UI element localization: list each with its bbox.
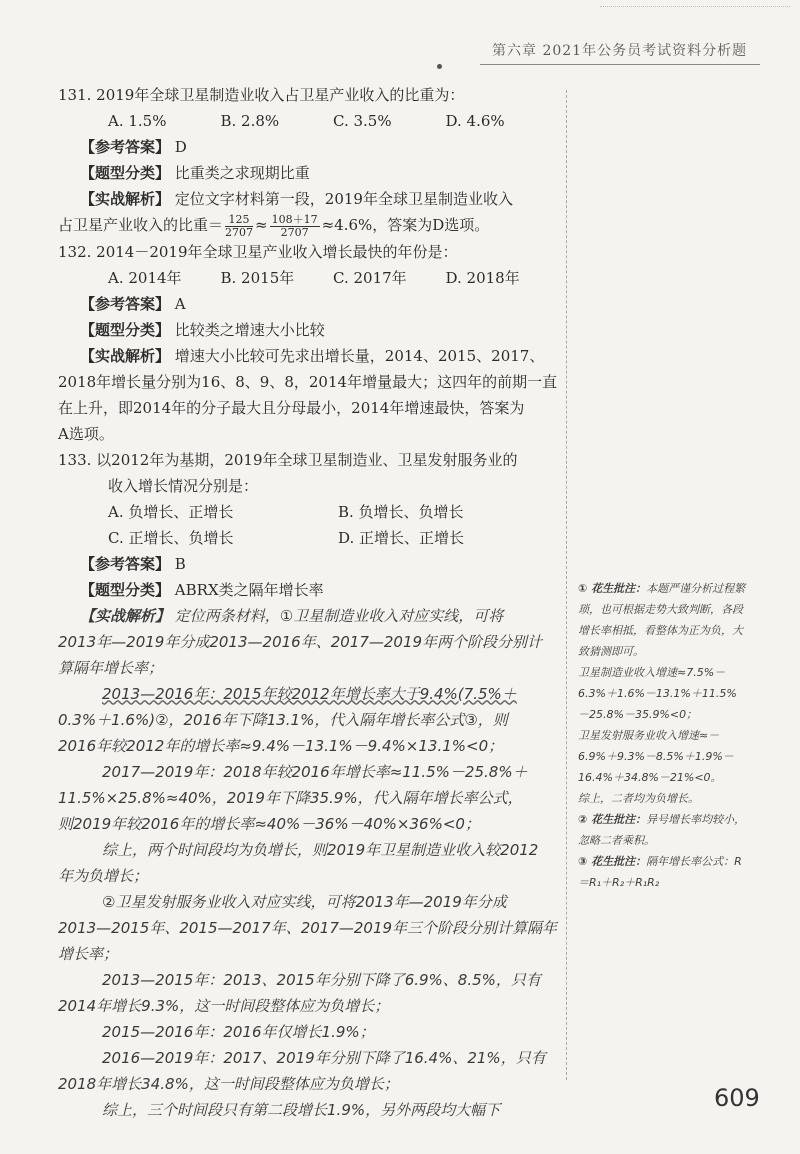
- type-label: 【题型分类】: [80, 580, 171, 599]
- analysis-text: 2018年增长量分别为16、8、9、8，2014年增量最大；这四年的前期一直: [58, 372, 558, 391]
- question-132-options: [58, 265, 558, 291]
- page-number: 609: [714, 1084, 760, 1112]
- analysis-text: 综上，两个时间段均为负增长，则2019年卫星制造业收入较2012: [102, 840, 539, 859]
- analysis-text: 0.3%＋1.6%)②，2016年下降13.1%，代入隔年增长率公式③，则: [58, 710, 508, 729]
- analysis-text: 2016—2019年：2017、2019年分别下降了16.4%、21%，只有: [102, 1048, 546, 1067]
- analysis-line: [58, 186, 558, 212]
- fraction-denominator: 2707: [280, 225, 309, 239]
- question-131-title: 131. 2019年全球卫星制造业收入占卫星产业收入的比重为：: [58, 86, 465, 104]
- analysis-text: 2014年增长9.3%，这一时间段整体应为负增长；: [58, 996, 390, 1015]
- analysis-text: 2013—2015年：2013、2015年分别下降了6.9%、8.5%，只有: [102, 970, 541, 989]
- running-header: 第六章 2021年公务员考试资料分析题: [492, 43, 748, 59]
- analysis-line: [58, 343, 558, 369]
- analysis-text: 2017—2019年：2018年较2016年增长率≈11.5%－25.8%＋: [102, 762, 528, 781]
- analysis-text: 2015—2016年：2016年仅增长1.9%；: [102, 1022, 375, 1041]
- option-d: D. 正增长、正增长: [338, 528, 465, 547]
- analysis-text: 定位两条材料，①卫星制造业收入对应实线，可将: [174, 606, 504, 625]
- fraction-numerator: 125: [225, 214, 253, 227]
- question-132-title: 132. 2014－2019年全球卫星产业收入增长最快的年份是：: [58, 242, 458, 261]
- answer-line: [58, 134, 558, 160]
- analysis-text: 2013年—2019年分成2013—2016年、2017—2019年两个阶段分别计: [58, 632, 543, 651]
- analysis-text: A选项。: [58, 424, 114, 443]
- fraction-denominator: 2707: [225, 225, 254, 239]
- analysis-text: 则2019年较2016年的增长率≈40%－36%－40%×36%<0；: [58, 814, 480, 833]
- margin-note-1: [578, 578, 746, 662]
- margin-note-1-formula-a: 卫星制造业收入增速≈7.5%－6.3%＋1.6%－13.1%＋11.5%－25.8%－35.9%<0；: [578, 666, 737, 721]
- formula-tail: ≈4.6%，答案为D选项。: [321, 216, 490, 234]
- note-label: ① 花生批注：: [578, 582, 647, 595]
- type-value: ABRX类之隔年增长率: [174, 580, 324, 599]
- main-column: [58, 82, 558, 1123]
- answer-line: [58, 291, 558, 317]
- analysis-label: 【实战解析】: [80, 190, 171, 208]
- option-d: D. 2018年: [445, 268, 520, 287]
- question-133-title-cont: 收入增长情况分别是：: [108, 476, 259, 495]
- option-d: D. 4.6%: [445, 112, 505, 130]
- header-bullet: [437, 64, 442, 69]
- analysis-text: 2016年较2012年的增长率≈9.4%－13.1%－9.4%×13.1%<0；: [58, 736, 504, 755]
- analysis-text: 在上升，即2014年的分子最大且分母最小，2014年增速最快，答案为: [58, 398, 525, 417]
- margin-note-1-formula-b: 卫星发射服务业收入增速≈－6.9%＋9.3%－8.5%＋1.9%－16.4%＋34.8%－21%<0。: [578, 729, 734, 784]
- type-line: [58, 317, 558, 343]
- option-b: B. 负增长、负增长: [338, 502, 464, 521]
- fraction-1: [225, 214, 253, 239]
- note-label: ② 花生批注：: [578, 813, 647, 826]
- margin-notes: [578, 578, 746, 893]
- analysis-text: 增长率；: [58, 944, 119, 963]
- option-b: B. 2.8%: [220, 112, 280, 130]
- header-rule: [480, 64, 760, 65]
- type-line: [58, 160, 558, 186]
- type-line: [58, 577, 558, 603]
- fraction-numerator: 108＋17: [271, 212, 318, 226]
- formula-lead: 占卫星产业收入的比重＝: [58, 216, 224, 234]
- analysis-text: 11.5%×25.8%≈40%，2019年下降35.9%，代入隔年增长率公式，: [58, 788, 523, 807]
- margin-note-2: [578, 809, 746, 851]
- analysis-formula: [58, 212, 558, 239]
- question-133-options: [58, 499, 558, 551]
- approx-sign: ≈: [255, 216, 268, 234]
- analysis-label: 【实战解析】: [80, 346, 171, 365]
- note-text: 隔年增长率公式：R＝R₁＋R₂＋R₁R₂: [578, 855, 742, 889]
- scan-edge-marks: [600, 6, 790, 13]
- option-a: A. 负增长、正增长: [108, 502, 234, 521]
- answer-label: 【参考答案】: [80, 138, 171, 156]
- analysis-text: 增速大小比较可先求出增长量，2014、2015、2017、: [174, 346, 545, 365]
- note-label: ③ 花生批注：: [578, 855, 647, 868]
- option-a: A. 1.5%: [108, 112, 167, 130]
- analysis-text: [58, 681, 558, 707]
- option-c: C. 2017年: [333, 268, 407, 287]
- option-c: C. 正增长、负增长: [108, 528, 234, 547]
- answer-value: A: [174, 294, 186, 313]
- answer-label: 【参考答案】: [80, 554, 171, 573]
- type-label: 【题型分类】: [80, 164, 171, 182]
- option-b: B. 2015年: [220, 268, 295, 287]
- analysis-text: 算隔年增长率；: [58, 658, 164, 677]
- answer-value: D: [174, 138, 187, 156]
- wavy-underlined-text: 2013—2016年：2015年较2012年增长率大于9.4%(7.5%＋: [102, 684, 517, 703]
- analysis-text: 定位文字材料第一段，2019年全球卫星制造业收入: [174, 190, 513, 208]
- margin-note-1-conclusion: 综上，二者均为负增长。: [578, 792, 699, 805]
- analysis-text: ②卫星发射服务业收入对应实线，可将2013年—2019年分成: [102, 892, 507, 911]
- margin-divider: [566, 90, 567, 1080]
- question-133-title: 133. 以2012年为基期，2019年全球卫星制造业、卫星发射服务业的: [58, 450, 518, 469]
- fraction-2: [270, 214, 320, 239]
- margin-note-3: [578, 851, 746, 893]
- note-text: 本题严谨分析过程繁琐，也可根据走势大致判断，各段增长率相抵，看整体为正为负，大致猜测即可。: [578, 582, 746, 658]
- analysis-line: [58, 603, 558, 629]
- question-131-options: [58, 108, 558, 134]
- analysis-text: 2013—2015年、2015—2017年、2017—2019年三个阶段分别计算隔年: [58, 918, 558, 937]
- answer-line: [58, 551, 558, 577]
- analysis-text: 年为负增长；: [58, 866, 149, 885]
- type-value: 比重类之求现期比重: [174, 164, 310, 182]
- option-c: C. 3.5%: [333, 112, 392, 130]
- type-label: 【题型分类】: [80, 320, 171, 339]
- analysis-label: 【实战解析】: [80, 606, 171, 625]
- analysis-text: 2018年增长34.8%，这一时间段整体应为负增长；: [58, 1074, 399, 1093]
- type-value: 比较类之增速大小比较: [174, 320, 325, 339]
- answer-label: 【参考答案】: [80, 294, 171, 313]
- answer-value: B: [174, 554, 186, 573]
- option-a: A. 2014年: [108, 268, 182, 287]
- analysis-text: 综上，三个时间段只有第二段增长1.9%，另外两段均大幅下: [102, 1100, 501, 1119]
- note-text: 异号增长率均较小，忽略二者乘积。: [578, 813, 746, 847]
